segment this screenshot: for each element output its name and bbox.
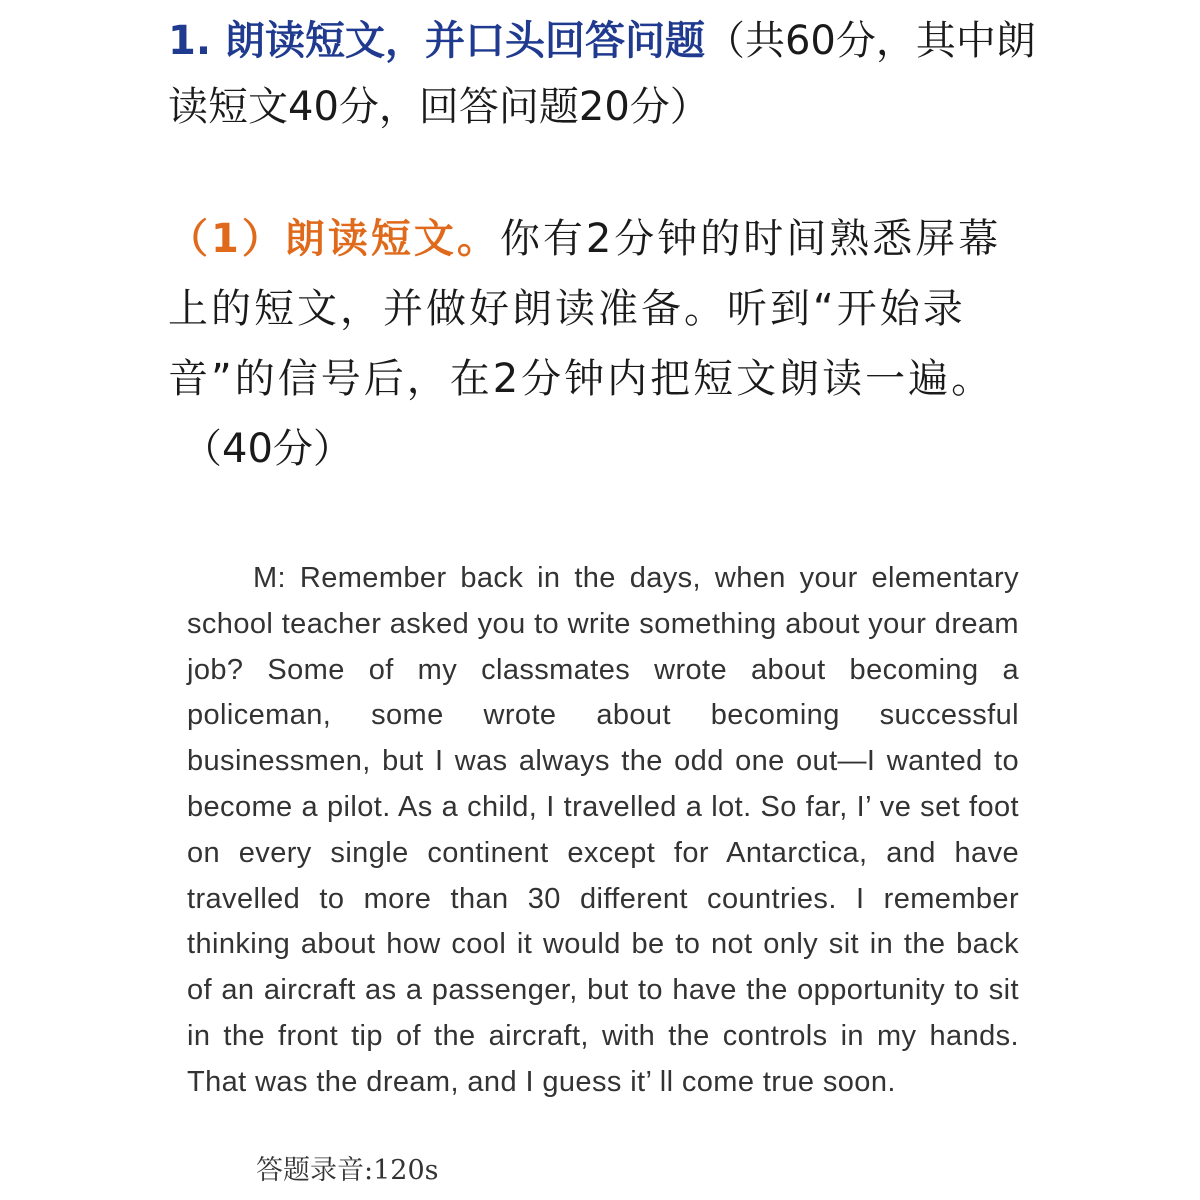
- recording-time-label: 答题录音:120s: [256, 1155, 439, 1186]
- subquestion-score: （40分）: [182, 426, 353, 472]
- question-heading: [168, 8, 1048, 140]
- subquestion-instruction: [168, 204, 1038, 484]
- subquestion-title: （1）朗读短文。: [168, 216, 500, 262]
- reading-passage: M: Remember back in the days, when your elementary school teacher asked you to write something about your dream job? Some of my classmates wrote about becoming a policeman, some wrote about becoming successful businessmen, but I was always the odd one out—I wanted to become a pilot. As a child, I travelled a lot. So far, I’ ve set foot on every single continent except for Antarctica, and have travelled to more than 30 different countries. I remember thinking about how cool it would be to not only sit in the back of an aircraft as a passenger, but to have the opportunity to sit in the front tip of the aircraft, with the controls in my hands. That was the dream, and I guess it’ ll come true soon.: [187, 562, 1019, 1098]
- question-score-note: （共60分，其中朗读短文40分，回答问题20分）: [168, 18, 1036, 130]
- question-title: 1. 朗读短文，并口头回答问题: [168, 18, 705, 64]
- subquestion-text: 你有2分钟的时间熟悉屏幕上的短文，并做好朗读准备。听到“开始录音”的信号后，在2分钟内把短文朗读一遍。: [168, 216, 1002, 402]
